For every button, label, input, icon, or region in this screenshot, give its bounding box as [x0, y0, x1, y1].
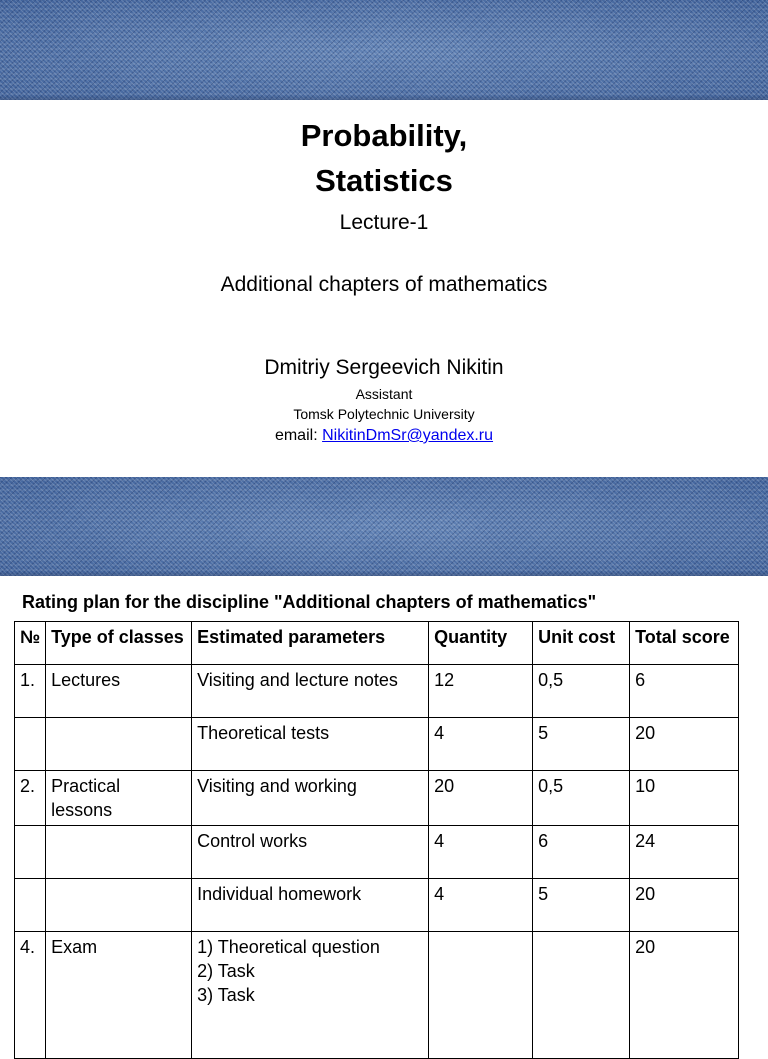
- cell-type: Exam: [46, 932, 192, 1059]
- author-role: Assistant: [355, 386, 413, 402]
- table-row: [15, 771, 739, 826]
- cell-unit-cost: 0,5: [533, 665, 630, 718]
- course-name: Additional chapters of mathematics: [220, 273, 548, 296]
- cell-number: [15, 879, 46, 932]
- cell-total-score: 20: [630, 879, 739, 932]
- lecture-number: Lecture-1: [339, 211, 429, 234]
- cell-unit-cost: 5: [533, 879, 630, 932]
- cell-total-score: 20: [630, 718, 739, 771]
- cell-quantity: 4: [429, 826, 533, 879]
- cell-number: 2.: [15, 771, 46, 826]
- slide-title-line2: Statistics: [315, 163, 453, 198]
- table-row: [15, 665, 739, 718]
- cell-type: [46, 718, 192, 771]
- cell-quantity: 4: [429, 879, 533, 932]
- slide-title-line1: Probability,: [300, 118, 468, 153]
- table-header-row: [15, 622, 739, 665]
- cell-type-line: Practical: [51, 776, 121, 796]
- table-title: Rating plan for the discipline "Additional chapters of mathematics": [22, 592, 597, 612]
- header-quantity: Quantity: [429, 622, 533, 665]
- exam-item: 1) Theoretical question: [197, 937, 380, 957]
- cell-parameters: [192, 932, 429, 1059]
- cell-number: [15, 826, 46, 879]
- cell-unit-cost: 5: [533, 718, 630, 771]
- author-university: Tomsk Polytechnic University: [293, 406, 475, 422]
- cell-total-score: 6: [630, 665, 739, 718]
- cell-parameters: Theoretical tests: [192, 718, 429, 771]
- cell-total-score: 24: [630, 826, 739, 879]
- author-email-line: [0, 427, 768, 445]
- email-link[interactable]: NikitinDmSr@yandex.ru: [322, 427, 494, 444]
- cell-type-line: lessons: [51, 800, 113, 820]
- table-row: [15, 718, 739, 771]
- email-label: email:: [274, 427, 323, 444]
- cell-type: [46, 879, 192, 932]
- cell-parameters: Individual homework: [192, 879, 429, 932]
- cell-number: 1.: [15, 665, 46, 718]
- cell-type: Lectures: [46, 665, 192, 718]
- cell-total-score: 10: [630, 771, 739, 826]
- author-name: Dmitriy Sergeevich Nikitin: [264, 356, 504, 379]
- cell-type: [46, 771, 192, 826]
- exam-item: 3) Task: [197, 985, 255, 1005]
- cell-quantity: 12: [429, 665, 533, 718]
- cell-parameters: Visiting and lecture notes: [192, 665, 429, 718]
- cell-parameters: Visiting and working: [192, 771, 429, 826]
- table-row: [15, 879, 739, 932]
- cell-unit-cost: [533, 932, 630, 1059]
- denim-divider-band: [0, 477, 768, 576]
- header-number: №: [15, 622, 46, 665]
- cell-quantity: [429, 932, 533, 1059]
- exam-item: 2) Task: [197, 961, 255, 981]
- table-row: [15, 932, 739, 1059]
- cell-parameters: Control works: [192, 826, 429, 879]
- header-parameters: Estimated parameters: [192, 622, 429, 665]
- cell-quantity: 20: [429, 771, 533, 826]
- header-total-score: Total score: [630, 622, 739, 665]
- rating-plan-table: [14, 621, 739, 1059]
- cell-unit-cost: 6: [533, 826, 630, 879]
- cell-number: [15, 718, 46, 771]
- table-row: [15, 826, 739, 879]
- cell-unit-cost: 0,5: [533, 771, 630, 826]
- cell-type: [46, 826, 192, 879]
- header-unit-cost: Unit cost: [533, 622, 630, 665]
- header-type: Type of classes: [46, 622, 192, 665]
- denim-header-band: [0, 0, 768, 100]
- cell-total-score: 20: [630, 932, 739, 1059]
- cell-number: 4.: [15, 932, 46, 1059]
- cell-quantity: 4: [429, 718, 533, 771]
